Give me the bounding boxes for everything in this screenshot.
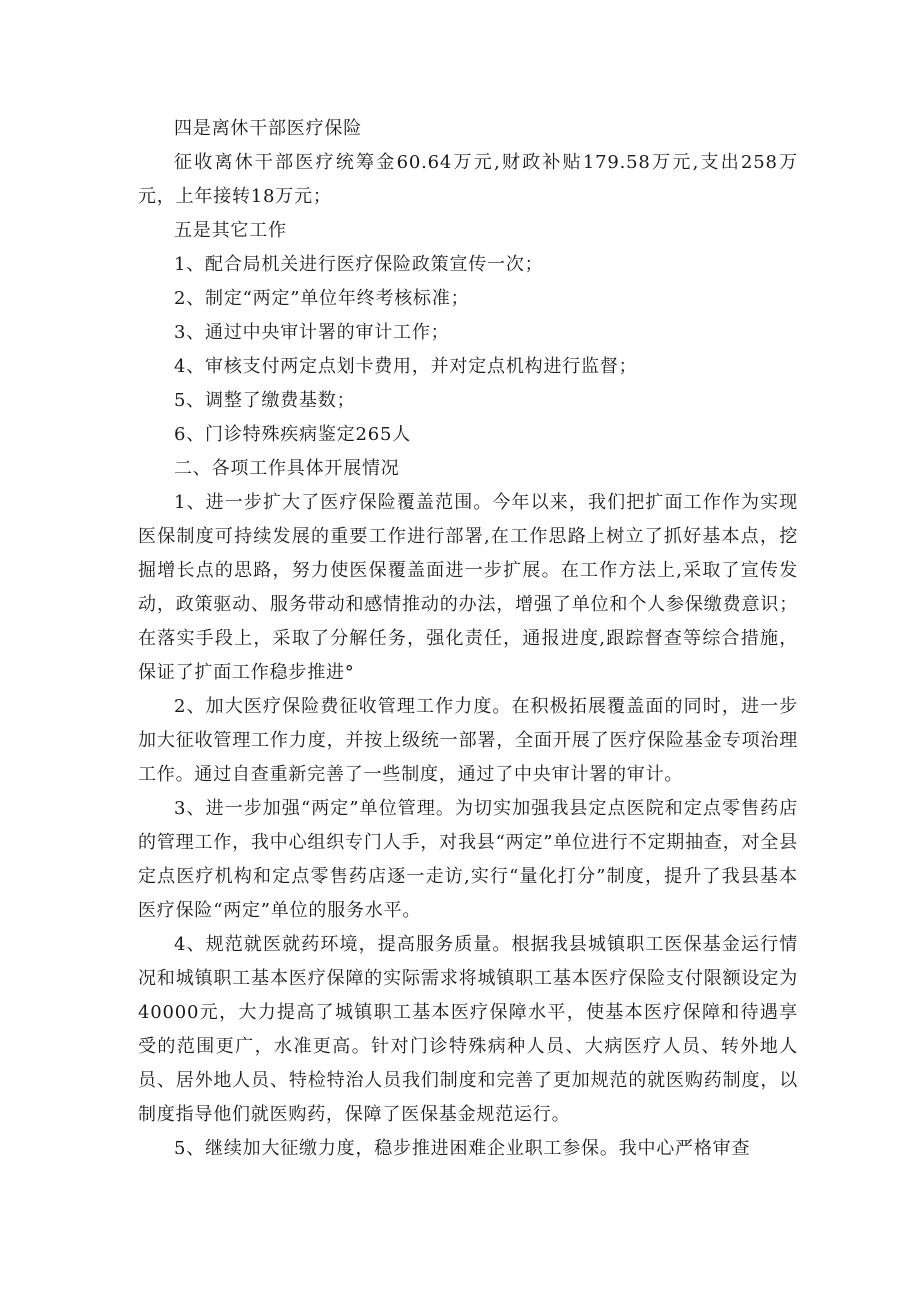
list-item-6: 6、门诊特殊疾病鉴定265人 <box>174 424 412 445</box>
paragraph-heading-other-work: 五是其它工作 <box>174 220 287 241</box>
list-item-5: 5、调整了缴费基数； <box>174 390 356 411</box>
paragraph-coverage-expansion: 1、进一步扩大了医疗保险覆盖范围。今年以来，我们把扩面工作作为实现医保制度可持续发展的重要工作进行部署,在工作思路上树立了抓好基本点，挖掘增长点的思路，努力使医保覆盖面进一步扩展。在工作方法上,采取了宣传发动，政策驱动、服务带动和感情推动的办法，增强了单位和个人参保缴费意识；在落实手段上，采取了分解任务，强化责任，通报进度,跟踪督查等综合措施，保证了扩面工作稳步推进° <box>138 492 798 683</box>
section-heading-work-details: 二、各项工作具体开展情况 <box>174 458 400 479</box>
list-item-2: 2、制定“两定”单位年终考核标准； <box>174 288 470 309</box>
document-body <box>138 112 798 1166</box>
paragraph-collection-efforts: 5、继续加大征缴力度，稳步推进困难企业职工参保。我中心严格审查 <box>174 1138 751 1159</box>
paragraph-heading-retired-cadres: 四是离休干部医疗保险 <box>174 118 362 139</box>
paragraph-two-designated-units: 3、进一步加强“两定”单位管理。为切实加强我县定点医院和定点零售药店的管理工作，我中心组织专门人手，对我县“两定”单位进行不定期抽查，对全县定点医疗机构和定点零售药店逐一走访,实行“量化打分”制度，提升了我县基本医疗保险“两定”单位的服务水平。 <box>138 798 798 921</box>
paragraph-medical-environment: 4、规范就医就药环境，提高服务质量。根据我县城镇职工医保基金运行情况和城镇职工基本医疗保障的实际需求将城镇职工基本医疗保险支付限额设定为40000元，大力提高了城镇职工基本医疗保障水平，使基本医疗保障和待遇享受的范围更广，水准更高。针对门诊特殊病种人员、大病医疗人员、转外地人员、居外地人员、特检特治人员我们制度和完善了更加规范的就医购药制度，以制度指导他们就医购药，保障了医保基金规范运行。 <box>138 934 798 1125</box>
list-item-1: 1、配合局机关进行医疗保险政策宣传一次； <box>174 254 544 275</box>
list-item-4: 4、审核支付两定点划卡费用，并对定点机构进行监督； <box>174 356 638 377</box>
list-item-3: 3、通过中央审计署的审计工作； <box>174 322 450 343</box>
paragraph-collection-management: 2、加大医疗保险费征收管理工作力度。在积极拓展覆盖面的同时，进一步加大征收管理工作力度，并按上级统一部署，全面开展了医疗保险基金专项治理工作。通过自查重新完善了一些制度，通过了中央审计署的审计。 <box>138 696 798 785</box>
paragraph-retired-cadres-funds: 征收离休干部医疗统筹金60.64万元,财政补贴179.58万元,支出258万元，上年接转18万元； <box>138 152 798 207</box>
